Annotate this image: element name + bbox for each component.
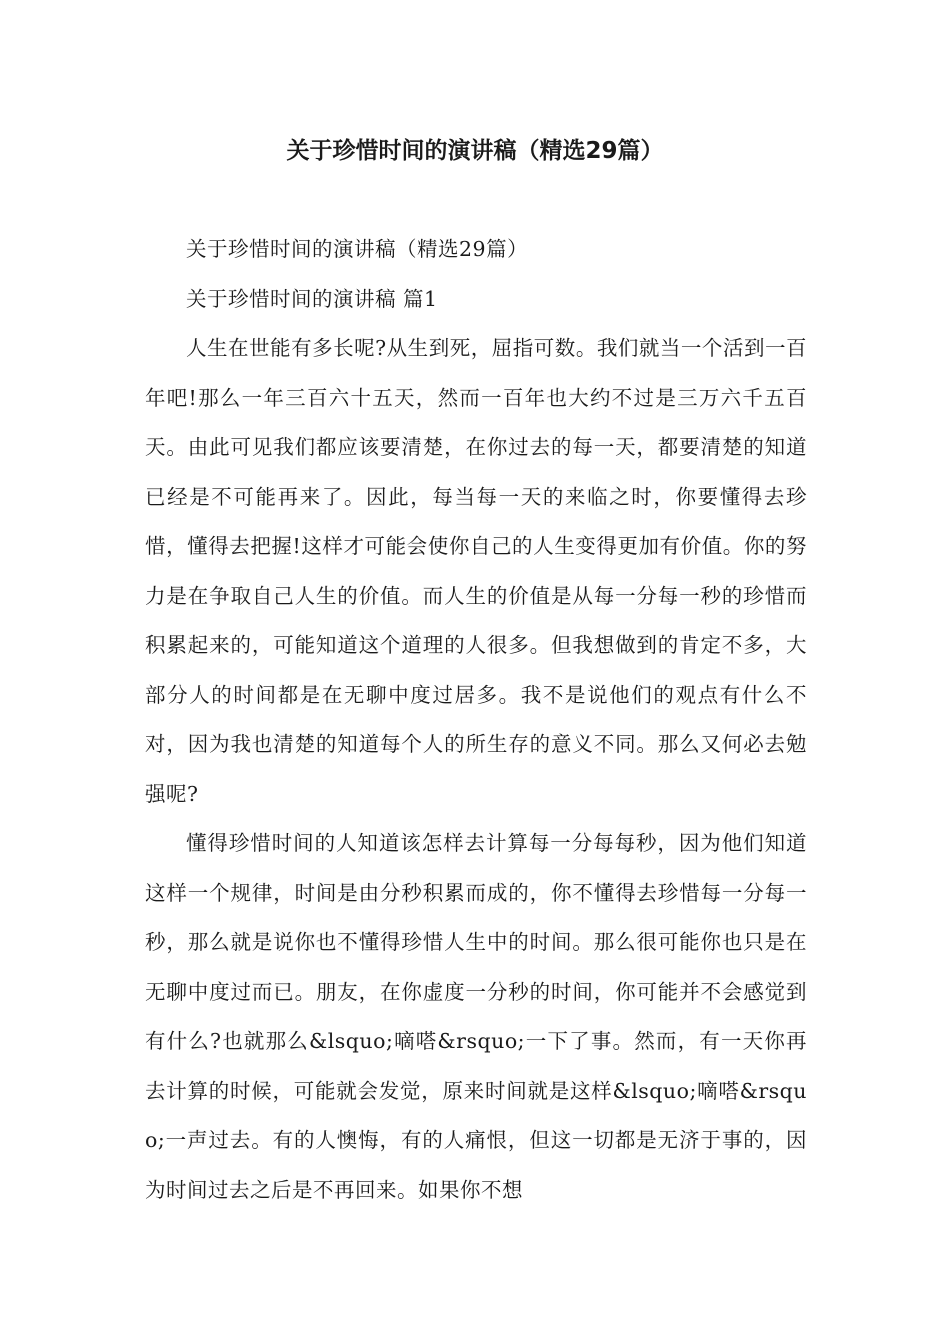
paragraph-section-heading: 关于珍惜时间的演讲稿 篇1 — [186, 286, 438, 311]
paragraph-body: 懂得珍惜时间的人知道该怎样去计算每一分每每秒，因为他们知道这样一个规律，时间是由分秒积累而成的，你不懂得去珍惜每一分每一秒，那么就是说你也不懂得珍惜人生中的时间。那么很可能你也只是在无聊中度过而已。朋友，在你虚度一分秒的时间，你可能并不会感觉到有什么?也就那么&lsquo;嘀嗒&rsquo;一下了事。然而，有一天你再去计算的时候，可能就会发觉，原来时间就是这样&lsquo;嘀嗒&rsquo;一声过去。有的人懊悔，有的人痛恨，但这一切都是无济于事的，因为时间过去之后是不再回来。如果你不想 — [145, 831, 807, 1202]
document-title: 关于珍惜时间的演讲稿（精选29篇） — [286, 138, 664, 164]
paragraph-subtitle: 关于珍惜时间的演讲稿（精选29篇） — [186, 237, 529, 261]
paragraph-body: 人生在世能有多长呢?从生到死，屈指可数。我们就当一个活到一百年吧!那么一年三百六十五天，然而一百年也大约不过是三万六千五百天。由此可见我们都应该要清楚，在你过去的每一天，都要清楚的知道已经是不可能再来了。因此，每当每一天的来临之时，你要懂得去珍惜，懂得去把握!这样才可能会使你自己的人生变得更加有价值。你的努力是在争取自己人生的价值。而人生的价值是从每一分每一秒的珍惜而积累起来的，可能知道这个道理的人很多。但我想做到的肯定不多，大部分人的时间都是在无聊中度过居多。我不是说他们的观点有什么不对，因为我也清楚的知道每个人的所生存的意义不同。那么又何必去勉强呢? — [145, 336, 807, 806]
document-body — [145, 225, 807, 1215]
